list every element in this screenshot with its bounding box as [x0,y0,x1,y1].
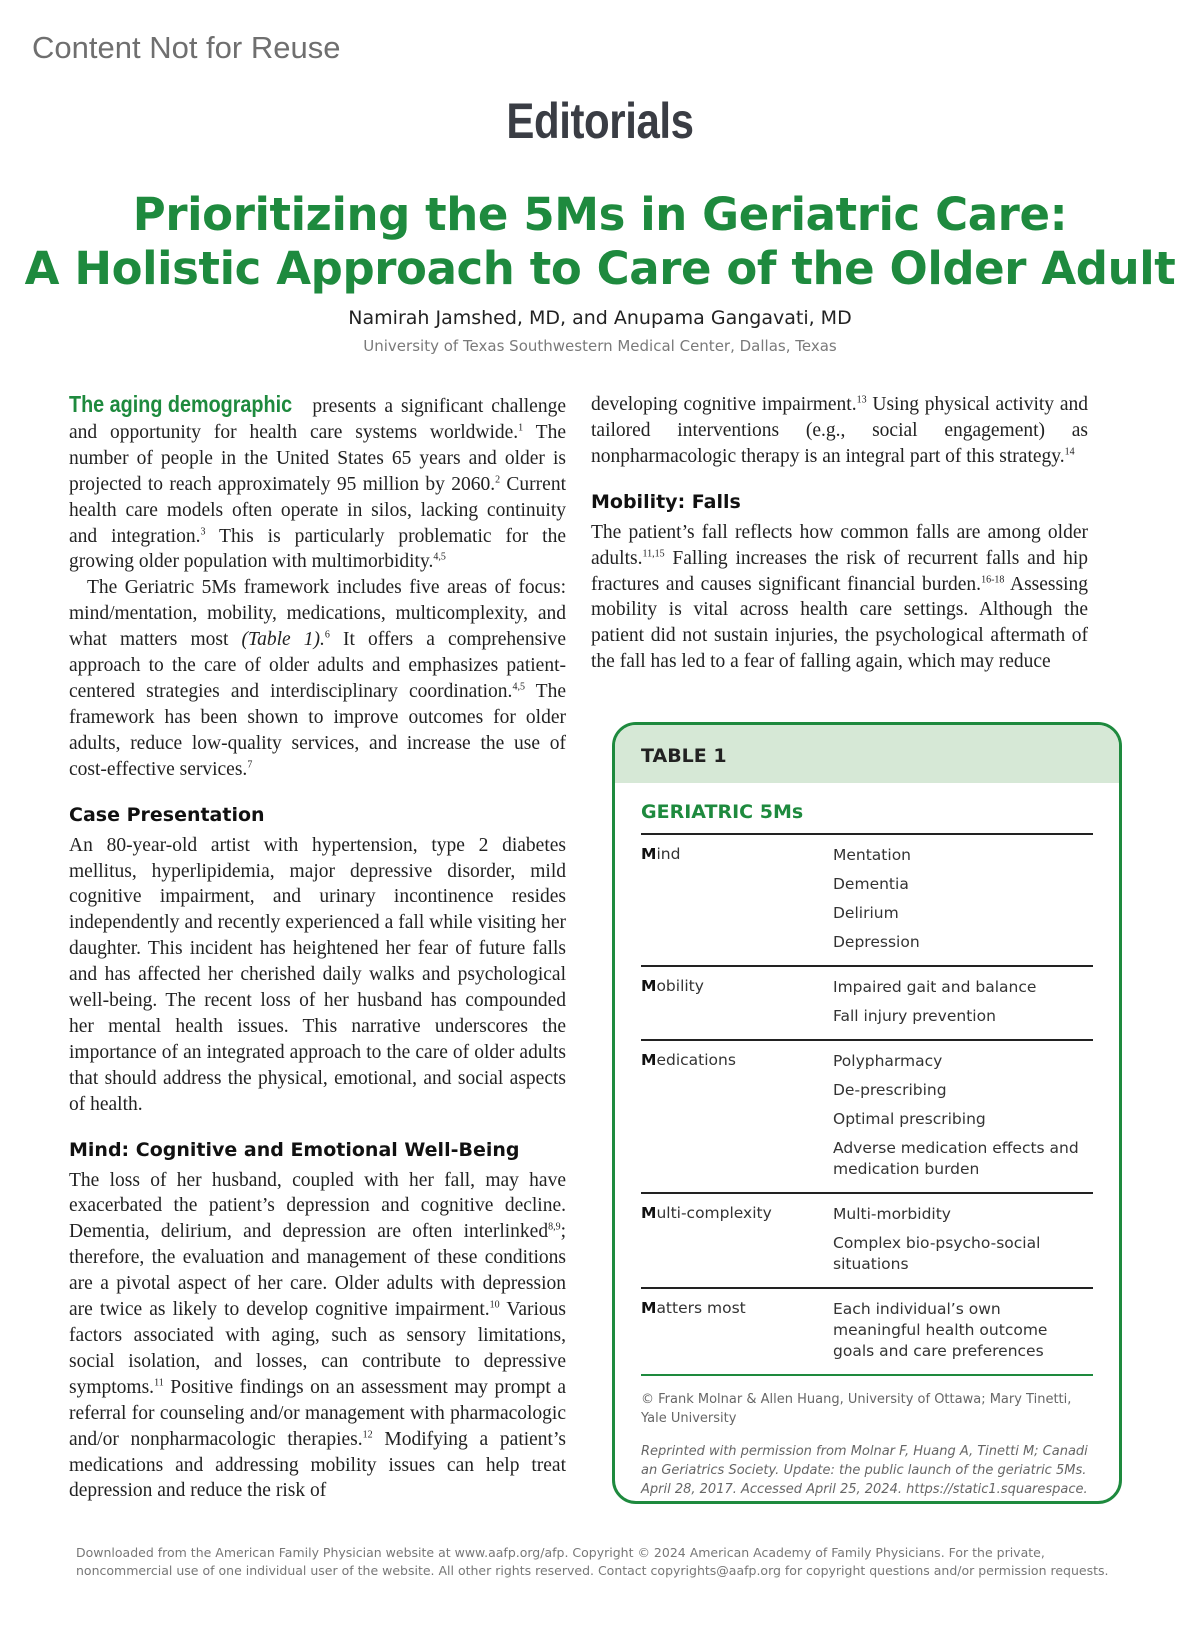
row-label-rest: ind [656,845,681,863]
row-item: Delirium [833,904,899,922]
row-item: Each individual’s own meaningful health outcome goals and care preferences [833,1300,1048,1360]
row-initial: M [641,1204,657,1222]
row-items [833,841,1093,961]
row-label-rest: ulti-complexity [656,1204,772,1222]
page-footer: Downloaded from the American Family Physician website at www.aafp.org/afp. Copyright © 2024 American Academy of Family Physicians. For the private, noncommercial use of one individual user of the website. All other rights reserved. Contact copyrights@aafp.org for copyright questions and/or permission requests. [76,1545,1109,1578]
text-span: Assessing mobility is vital across health care settings. Although the patient did not sustain injuries, the psychological aftermath of the fall has led to a fear of falling again, which may reduce [591,573,1088,673]
row-item: Impaired gait and balance [833,978,1037,996]
table-row [641,1194,1093,1289]
citation: 4,5 [512,681,525,693]
row-label [641,1295,833,1370]
mind-paragraph [69,1168,566,1505]
mobility-paragraph [591,520,1088,675]
table-credit: © Frank Molnar & Allen Huang, University of Ottawa; Mary Tinetti, Yale University [641,1392,1072,1426]
case-presentation-heading: Case Presentation [69,803,265,826]
table-reference: (Table 1). [241,629,325,651]
lead-in: The aging demographic [69,391,293,417]
row-label [641,1047,833,1188]
text-span: The loss of her husband, coupled with her fall, may have exacerbated the patient’s depression and cognitive decline. Dementia, delirium, and depression are often interlinked [69,1169,566,1243]
citation: 6 [324,629,330,641]
authors: Namirah Jamshed, MD, and Anupama Gangavati, MD [348,307,852,329]
row-item: Multi-morbidity [833,1205,951,1223]
row-item: De-prescribing [833,1081,947,1099]
table-reprint-note: Reprinted with permission from Molnar F, Huang A, Tinetti M; Canadian Geriatrics Society. Update: the public launch of the geriatric 5Ms. April 28, 2017. Accessed April 25, 2024. https://static1.squarespace. [641,1444,1088,1497]
affiliation: University of Texas Southwestern Medical Center, Dallas, Texas [363,337,837,355]
row-item: Complex bio-psycho-social situations [833,1234,1041,1273]
citation: 11 [154,1377,164,1389]
row-items [833,1200,1093,1283]
row-item: Depression [833,933,920,951]
citation: 8,9 [548,1221,561,1233]
row-label [641,973,833,1035]
mobility-heading: Mobility: Falls [591,490,741,513]
row-label [641,1200,833,1283]
text-span: This is particularly problematic for the growing older population with multimorbidity. [69,525,566,573]
row-item: Fall injury prevention [833,1007,996,1025]
citation: 12 [362,1429,373,1441]
table-row [641,1289,1093,1376]
row-items [833,1295,1093,1370]
row-initial: M [641,1051,657,1069]
text-span: It offers a comprehensive approach to the care of older adults and emphasizes patient-centered strategies and interdisciplinary coordination. [69,629,566,702]
case-paragraph: An 80-year-old artist with hypertension, type 2 diabetes mellitus, hyperlipidemia, major depressive disorder, mild cognitive impairment, and urinary incontinence resides independently and recently experienced a fall while visiting her daughter. This incident has heightened her fear of future falls and has affected her cherished daily walks and psychological well-being. The recent loss of her husband has compounded her mental health issues. This narrative underscores the importance of an integrated approach to the care of older adults that should address the physical, emotional, and social aspects of health. [69,834,566,1115]
title-line-1: Prioritizing the 5Ms in Geriatric Care: [132,188,1068,241]
text-span: Various factors associated with aging, such as sensory limitations, social isolation, and losses, can contribute to depressive symptoms. [69,1299,566,1398]
text-span: Using physical activity and tailored interventions (e.g., social engagement) as nonpharmacologic therapy is an integral part of this strategy. [591,394,1088,467]
citation: 11,15 [642,548,665,560]
text-span: developing cognitive impairment. [591,394,857,415]
row-items [833,973,1093,1035]
citation: 4,5 [433,551,446,563]
text-span: The framework has been shown to improve outcomes for older adults, reduce low-quality services, and increase the use of cost-effective services. [69,680,566,780]
table-1-box [612,722,1122,1504]
text-span: The patient’s fall reflects how common falls are among older adults. [591,521,1088,569]
row-initial: M [641,1299,657,1317]
text-span: Positive findings on an assessment may prompt a referral for counseling and/or management with pharmacologic and/or nonpharmacologic therapies. [69,1376,566,1450]
text-span: The Geriatric 5Ms framework includes five areas of focus: mind/mentation, mobility, medications, multicomplexity, and what matters most [69,577,566,651]
row-item: Dementia [833,875,909,893]
table-row [641,967,1093,1041]
intro-paragraph-2 [69,575,566,782]
table-title: GERIATRIC 5Ms [641,801,804,823]
continued-paragraph [591,392,1088,470]
text-span: ; therefore, the evaluation and management of these conditions are a pivotal aspect of her care. Older adults with depression are twice as likely to develop cognitive impairment. [69,1221,566,1321]
citation: 10 [489,1299,500,1311]
table-row [641,1041,1093,1194]
article-title [0,188,1200,296]
watermark: Content Not for Reuse [32,30,341,65]
row-label-rest: atters most [656,1299,746,1317]
text-span: presents a significant challenge and opportunity for health care systems worldwide. [69,396,566,443]
row-items [833,1047,1093,1188]
row-item: Polypharmacy [833,1052,943,1070]
mind-heading: Mind: Cognitive and Emotional Well-Being [69,1138,520,1161]
right-column [591,392,1088,675]
text-span: Falling increases the risk of recurrent falls and hip fractures and causes significant financial burden. [591,547,1088,595]
title-line-2: A Holistic Approach to Care of the Older Adult [24,242,1176,295]
text-span: Modifying a patient’s medications and addressing mobility issues can help treat depression and reduce the risk of [69,1428,566,1502]
citation: 2 [495,474,501,486]
citation: 16-18 [981,574,1005,586]
row-label-rest: edications [656,1051,736,1069]
section-heading: Editorials [506,93,694,149]
row-label [641,841,833,961]
citation: 13 [856,394,867,406]
text-span: The number of people in the United States 65 years and older is projected to reach approximately 95 million by 2060. [69,421,566,495]
citation: 1 [518,422,524,434]
row-initial: M [641,977,657,995]
row-item: Optimal prescribing [833,1110,986,1128]
left-column [69,392,566,1504]
citation: 7 [247,759,253,771]
citation: 3 [200,526,206,538]
citation: 14 [1064,446,1075,458]
row-initial: M [641,845,657,863]
text-span: Current health care models often operate in silos, lacking continuity and integration. [69,473,566,547]
geriatric-5ms-table [641,833,1093,1376]
row-item: Mentation [833,846,911,864]
row-item: Adverse medication effects and medication burden [833,1139,1079,1178]
table-row [641,835,1093,967]
intro-paragraph-1 [69,392,566,575]
row-label-rest: obility [656,977,704,995]
table-label: TABLE 1 [615,725,1119,783]
